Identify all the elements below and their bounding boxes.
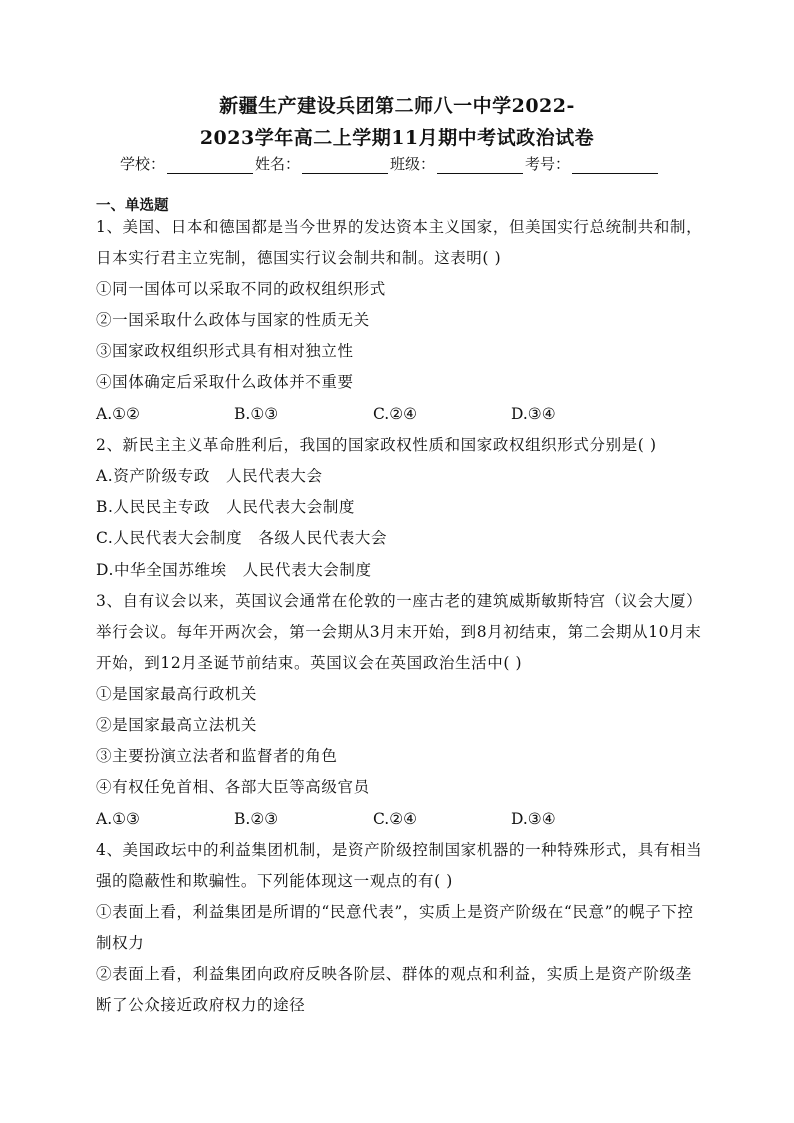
q3-stem-line2: 举行会议。每年开两次会，第一会期从3月末开始，到8月初结束，第二会期从10月末 [96, 623, 702, 641]
q1-option-b[interactable]: B.①③ [234, 405, 279, 423]
student-info-row [120, 154, 680, 174]
exam-title-line1: 新疆生产建设兵团第二师八一中学2022- [219, 95, 575, 117]
q3-option-d[interactable]: D.③④ [511, 810, 556, 828]
exam-no-label: 考号： [525, 155, 571, 173]
q1-stem-line1: 1、美国、日本和德国都是当今世界的发达资本主义国家，但美国实行总统制共和制， [96, 218, 703, 236]
q3-item-1: ①是国家最高行政机关 [96, 685, 258, 703]
name-field[interactable] [302, 157, 388, 174]
q1-stem-line2: 日本实行君主立宪制，德国实行议会制共和制。这表明( ) [96, 249, 502, 267]
q1-item-2: ②一国采取什么政体与国家的性质无关 [96, 311, 370, 329]
q1-option-c[interactable]: C.②④ [373, 405, 418, 423]
q2-option-b[interactable]: B.人民民主专政 人民代表大会制度 [96, 498, 356, 516]
q2-stem-line1: 2、新民主主义革命胜利后，我国的国家政权性质和国家政权组织形式分别是( ) [96, 436, 657, 454]
q3-item-2: ②是国家最高立法机关 [96, 716, 258, 734]
q3-item-3: ③主要扮演立法者和监督者的角色 [96, 747, 338, 765]
q3-item-4: ④有权任免首相、各部大臣等高级官员 [96, 778, 370, 796]
section-heading: 一、单选题 [96, 198, 169, 214]
q1-option-d[interactable]: D.③④ [511, 405, 556, 423]
q3-stem-line3: 开始，到12月圣诞节前结束。英国议会在英国政治生活中( ) [96, 654, 523, 672]
class-label: 班级： [390, 155, 436, 173]
q1-option-a[interactable]: A.①② [96, 405, 140, 423]
q4-item-1-line1: ①表面上看，利益集团是所谓的“民意代表”，实质上是资产阶级在“民意”的幌子下控 [96, 903, 694, 921]
q4-stem-line1: 4、美国政坛中的利益集团机制，是资产阶级控制国家机器的一种特殊形式，具有相当 [96, 841, 703, 859]
school-label: 学校： [120, 155, 166, 173]
q3-option-a[interactable]: A.①③ [96, 810, 140, 828]
exam-no-field[interactable] [572, 157, 658, 174]
q1-item-1: ①同一国体可以采取不同的政权组织形式 [96, 280, 386, 298]
q3-option-c[interactable]: C.②④ [373, 810, 418, 828]
q2-option-a[interactable]: A.资产阶级专政 人民代表大会 [96, 467, 323, 485]
q3-option-b[interactable]: B.②③ [234, 810, 279, 828]
q4-item-1-line2: 制权力 [96, 934, 145, 952]
q2-option-d[interactable]: D.中华全国苏维埃 人民代表大会制度 [96, 561, 372, 579]
q1-item-3: ③国家政权组织形式具有相对独立性 [96, 342, 354, 360]
q4-item-2-line2: 断了公众接近政府权力的途径 [96, 996, 306, 1014]
q4-item-2-line1: ②表面上看，利益集团向政府反映各阶层、群体的观点和利益，实质上是资产阶级垄 [96, 965, 692, 983]
q2-option-c[interactable]: C.人民代表大会制度 各级人民代表大会 [96, 529, 388, 547]
class-field[interactable] [437, 157, 523, 174]
q1-item-4: ④国体确定后采取什么政体并不重要 [96, 373, 354, 391]
q3-stem-line1: 3、自有议会以来，英国议会通常在伦敦的一座古老的建筑威斯敏斯特宫（议会大厦） [96, 592, 703, 610]
q4-stem-line2: 强的隐蔽性和欺骗性。下列能体现这一观点的有( ) [96, 872, 453, 890]
school-field[interactable] [167, 157, 253, 174]
name-label: 姓名： [255, 155, 301, 173]
exam-title-line2: 2023学年高二上学期11月期中考试政治试卷 [199, 127, 595, 149]
